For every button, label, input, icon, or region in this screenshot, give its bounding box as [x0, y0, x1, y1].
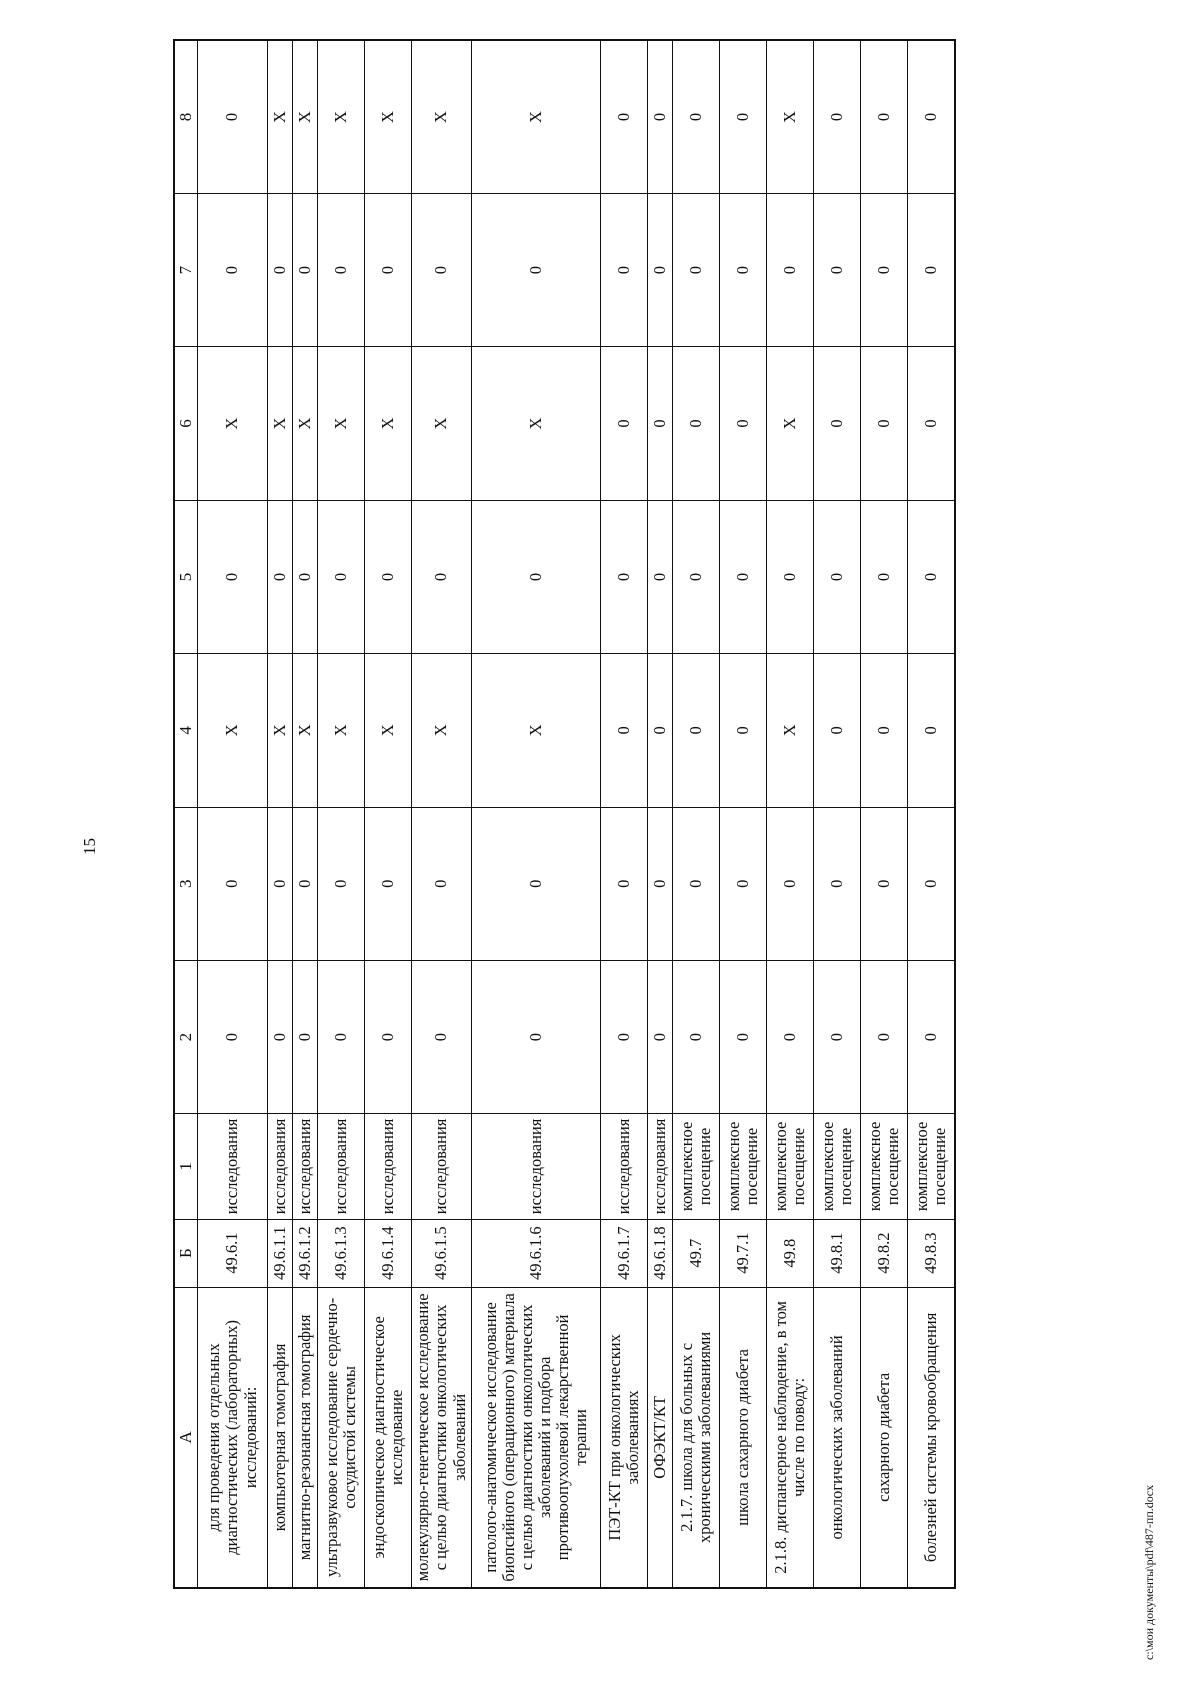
table-row — [673, 40, 720, 1588]
cell-col-4: 0 — [648, 654, 673, 807]
cell-code: 49.6.1.3 — [318, 1219, 365, 1287]
header-col-8: 8 — [174, 40, 198, 193]
cell-col-8: X — [412, 40, 472, 193]
cell-col-3: 0 — [198, 807, 268, 960]
cell-col-7: 0 — [198, 193, 268, 346]
footer-file-path: c:\мои документы\pdf\487-пп.docx — [1142, 1484, 1156, 1660]
table-row — [908, 40, 956, 1588]
cell-col-4: 0 — [601, 654, 648, 807]
cell-col-7: 0 — [365, 193, 412, 346]
data-table — [173, 39, 956, 1589]
cell-col-4: 0 — [720, 654, 767, 807]
cell-col-6: 0 — [861, 347, 908, 500]
cell-code: 49.6.1.4 — [365, 1219, 412, 1287]
cell-description: ОФЭКТ/КТ — [648, 1287, 673, 1588]
cell-code: 49.6.1.1 — [268, 1219, 293, 1287]
cell-col-5: 0 — [293, 500, 318, 653]
cell-col-2: 0 — [365, 960, 412, 1113]
cell-col-8: 0 — [908, 40, 956, 193]
cell-code: 49.8 — [767, 1219, 814, 1287]
cell-col-2: 0 — [412, 960, 472, 1113]
cell-unit: комплексное посещение — [814, 1114, 861, 1219]
cell-description: болезней системы кровообращения — [908, 1287, 956, 1588]
cell-unit: исследования — [365, 1114, 412, 1219]
cell-unit: исследования — [412, 1114, 472, 1219]
table-row — [720, 40, 767, 1588]
cell-col-7: 0 — [601, 193, 648, 346]
cell-col-3: 0 — [648, 807, 673, 960]
cell-col-3: 0 — [814, 807, 861, 960]
cell-col-7: 0 — [767, 193, 814, 346]
cell-description: онкологических заболеваний — [814, 1287, 861, 1588]
table-header-row — [174, 40, 198, 1588]
cell-description: ПЭТ-КТ при онкологических заболеваниях — [601, 1287, 648, 1588]
cell-col-6: X — [412, 347, 472, 500]
table-row — [365, 40, 412, 1588]
cell-code: 49.6.1 — [198, 1219, 268, 1287]
cell-col-2: 0 — [673, 960, 720, 1113]
cell-col-6: 0 — [814, 347, 861, 500]
cell-col-5: 0 — [648, 500, 673, 653]
cell-col-6: X — [293, 347, 318, 500]
cell-description: патолого-анатомическое исследование биопсийного (операционного) материала с целью диагностики онкологических заболеваний и подбора противоопухолевой лекарственной терапии — [472, 1287, 601, 1588]
cell-unit: исследования — [198, 1114, 268, 1219]
cell-col-2: 0 — [648, 960, 673, 1113]
cell-col-5: 0 — [720, 500, 767, 653]
header-col-2: 2 — [174, 960, 198, 1113]
data-table-container — [173, 39, 1031, 1589]
cell-unit: исследования — [601, 1114, 648, 1219]
cell-col-4: 0 — [908, 654, 956, 807]
cell-col-7: 0 — [720, 193, 767, 346]
cell-col-2: 0 — [318, 960, 365, 1113]
cell-col-2: 0 — [767, 960, 814, 1113]
cell-unit: комплексное посещение — [767, 1114, 814, 1219]
cell-col-8: 0 — [720, 40, 767, 193]
cell-unit: исследования — [472, 1114, 601, 1219]
cell-code: 49.6.1.6 — [472, 1219, 601, 1287]
cell-col-5: 0 — [814, 500, 861, 653]
cell-col-8: X — [365, 40, 412, 193]
table-row — [293, 40, 318, 1588]
header-col-7: 7 — [174, 193, 198, 346]
cell-col-6: 0 — [601, 347, 648, 500]
cell-col-4: X — [293, 654, 318, 807]
cell-col-4: X — [318, 654, 365, 807]
cell-col-6: X — [198, 347, 268, 500]
cell-description: молекулярно-генетическое исследование с целью диагностики онкологических заболеваний — [412, 1287, 472, 1588]
cell-description: компьютерная томография — [268, 1287, 293, 1588]
cell-col-7: 0 — [268, 193, 293, 346]
cell-col-3: 0 — [318, 807, 365, 960]
header-col-6: 6 — [174, 347, 198, 500]
table-body — [198, 40, 956, 1588]
page-number: 15 — [80, 838, 99, 855]
cell-col-2: 0 — [472, 960, 601, 1113]
cell-col-2: 0 — [268, 960, 293, 1113]
cell-col-5: 0 — [908, 500, 956, 653]
cell-code: 49.6.1.7 — [601, 1219, 648, 1287]
cell-code: 49.7 — [673, 1219, 720, 1287]
cell-col-3: 0 — [601, 807, 648, 960]
cell-unit: комплексное посещение — [720, 1114, 767, 1219]
cell-col-7: 0 — [293, 193, 318, 346]
cell-col-5: 0 — [861, 500, 908, 653]
cell-col-6: X — [767, 347, 814, 500]
cell-description: эндоскопическое диагностическое исследование — [365, 1287, 412, 1588]
header-col-4: 4 — [174, 654, 198, 807]
table-row — [601, 40, 648, 1588]
cell-col-4: X — [198, 654, 268, 807]
header-col-b: Б — [174, 1219, 198, 1287]
cell-description: 2.1.8. диспансерное наблюдение, в том числе по поводу: — [767, 1287, 814, 1588]
cell-col-6: 0 — [648, 347, 673, 500]
cell-col-4: X — [767, 654, 814, 807]
cell-col-8: X — [767, 40, 814, 193]
cell-col-7: 0 — [673, 193, 720, 346]
cell-col-7: 0 — [648, 193, 673, 346]
cell-col-2: 0 — [198, 960, 268, 1113]
cell-unit: исследования — [318, 1114, 365, 1219]
cell-col-6: X — [472, 347, 601, 500]
cell-code: 49.8.1 — [814, 1219, 861, 1287]
cell-col-3: 0 — [720, 807, 767, 960]
cell-col-3: 0 — [673, 807, 720, 960]
table-row — [318, 40, 365, 1588]
cell-col-4: 0 — [861, 654, 908, 807]
cell-col-6: X — [318, 347, 365, 500]
cell-col-7: 0 — [861, 193, 908, 346]
cell-unit: комплексное посещение — [673, 1114, 720, 1219]
cell-col-5: 0 — [318, 500, 365, 653]
cell-col-5: 0 — [767, 500, 814, 653]
table-row — [648, 40, 673, 1588]
cell-col-8: 0 — [601, 40, 648, 193]
cell-unit: исследования — [648, 1114, 673, 1219]
cell-col-2: 0 — [908, 960, 956, 1113]
table-row — [198, 40, 268, 1588]
cell-description: школа сахарного диабета — [720, 1287, 767, 1588]
cell-col-6: X — [365, 347, 412, 500]
table-row — [268, 40, 293, 1588]
cell-col-3: 0 — [412, 807, 472, 960]
cell-col-8: X — [268, 40, 293, 193]
cell-col-3: 0 — [472, 807, 601, 960]
cell-col-7: 0 — [412, 193, 472, 346]
cell-col-8: 0 — [814, 40, 861, 193]
cell-col-7: 0 — [472, 193, 601, 346]
cell-col-6: 0 — [908, 347, 956, 500]
cell-unit: комплексное посещение — [908, 1114, 956, 1219]
cell-col-3: 0 — [908, 807, 956, 960]
cell-col-6: X — [268, 347, 293, 500]
cell-col-5: 0 — [673, 500, 720, 653]
cell-col-2: 0 — [720, 960, 767, 1113]
cell-col-8: X — [293, 40, 318, 193]
cell-col-7: 0 — [814, 193, 861, 346]
cell-description: 2.1.7. школа для больных с хроническими заболеваниями — [673, 1287, 720, 1588]
cell-col-4: X — [412, 654, 472, 807]
cell-col-6: 0 — [720, 347, 767, 500]
cell-col-2: 0 — [601, 960, 648, 1113]
table-row — [767, 40, 814, 1588]
header-col-a: А — [174, 1287, 198, 1588]
table-row — [814, 40, 861, 1588]
cell-col-8: X — [318, 40, 365, 193]
cell-unit: исследования — [293, 1114, 318, 1219]
cell-col-5: 0 — [365, 500, 412, 653]
cell-col-4: X — [365, 654, 412, 807]
cell-description: для проведения отдельных диагностических (лабораторных) исследований: — [198, 1287, 268, 1588]
cell-col-3: 0 — [767, 807, 814, 960]
cell-col-4: 0 — [814, 654, 861, 807]
table-row — [472, 40, 601, 1588]
cell-col-4: X — [268, 654, 293, 807]
cell-code: 49.8.2 — [861, 1219, 908, 1287]
cell-description: сахарного диабета — [861, 1287, 908, 1588]
cell-col-8: 0 — [198, 40, 268, 193]
cell-col-2: 0 — [293, 960, 318, 1113]
cell-code: 49.6.1.2 — [293, 1219, 318, 1287]
cell-code: 49.7.1 — [720, 1219, 767, 1287]
table-row — [412, 40, 472, 1588]
cell-unit: комплексное посещение — [861, 1114, 908, 1219]
cell-col-4: 0 — [673, 654, 720, 807]
cell-col-6: 0 — [673, 347, 720, 500]
cell-col-3: 0 — [365, 807, 412, 960]
cell-col-4: X — [472, 654, 601, 807]
cell-col-5: 0 — [412, 500, 472, 653]
table-row — [861, 40, 908, 1588]
cell-col-2: 0 — [814, 960, 861, 1113]
header-col-1: 1 — [174, 1114, 198, 1219]
cell-code: 49.8.3 — [908, 1219, 956, 1287]
cell-code: 49.6.1.5 — [412, 1219, 472, 1287]
cell-description: магнитно-резонансная томография — [293, 1287, 318, 1588]
cell-unit: исследования — [268, 1114, 293, 1219]
cell-col-7: 0 — [318, 193, 365, 346]
cell-col-5: 0 — [268, 500, 293, 653]
cell-col-8: 0 — [861, 40, 908, 193]
cell-col-7: 0 — [908, 193, 956, 346]
cell-col-5: 0 — [601, 500, 648, 653]
cell-col-2: 0 — [861, 960, 908, 1113]
cell-col-3: 0 — [293, 807, 318, 960]
cell-col-3: 0 — [861, 807, 908, 960]
cell-col-5: 0 — [472, 500, 601, 653]
header-col-3: 3 — [174, 807, 198, 960]
header-col-5: 5 — [174, 500, 198, 653]
cell-col-8: 0 — [648, 40, 673, 193]
cell-code: 49.6.1.8 — [648, 1219, 673, 1287]
cell-col-3: 0 — [268, 807, 293, 960]
cell-col-8: 0 — [673, 40, 720, 193]
cell-col-8: X — [472, 40, 601, 193]
cell-description: ультразвуковое исследование сердечно-сосудистой системы — [318, 1287, 365, 1588]
cell-col-5: 0 — [198, 500, 268, 653]
